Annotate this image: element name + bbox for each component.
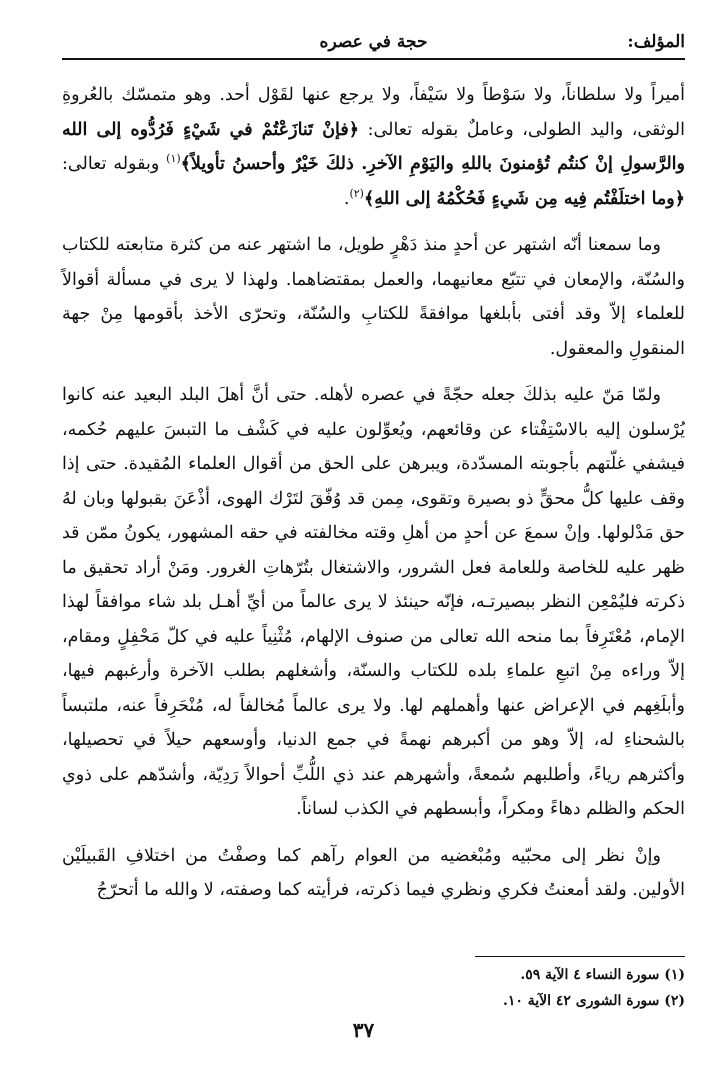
quran-verse-1: ﴿فإنْ تَنازَعْتُمْ في شَيْءٍ فَرُدُّوه إلى الله والرَّسولِ إنْ كنتُم تُؤمنونَ باللهِ واليَوْمِ الآخرِ. ذلكَ خَيْرٌ وأحسنُ تأويلاً﴾ — [62, 119, 685, 174]
paragraph-1-end: . — [343, 188, 350, 209]
paragraph-4: وإنْ نظر إلى محبّيه ومُبْغضيه من العوام رآهم كما وصفْتُ من اختلافِ القَبيلَيْن الأولين. ولقد أمعنتُ فكري ونظري فيما ذكرته، فرأيته كما وصفته، لا والله ما أتحرّجُ — [62, 845, 685, 900]
footnote-1: (١) سورة النساء ٤ الآية ٥٩. — [520, 967, 685, 983]
footnotes — [62, 962, 685, 1014]
footnote-2: (٢) سورة الشورى ٤٢ الآية ١٠. — [502, 993, 685, 1009]
header-author-label: المؤلف: — [627, 32, 685, 52]
paragraph-3: ولمّا مَنّ عليه بذلكَ جعله حجّةً في عصره لأهله. حتى أنَّ أهلَ البلد البعيد عنه كانوا يُرْسلون إليه بالاسْتِفْتاء عن وقائعهم، ويُعوِّلون عليه في كَشْف ما التبسَ عليهم حُكمه، فيشفي غلّتهم بأجوبته المسدّدة، ويبرهن على الحق من أقوال العلماء المُقيدة. حتى إذا وقف عليها كلُّ محقٍّ ذو بصيرة وتقوى، مِمن قد وُفّقَ لتَرْك الهوى، أذْعَنَ بقبولها وبان لهُ حق مَدْلولها. وإنْ سمعَ عن أحدٍ من أهلِ وقته مخالفته في حقه المشهور، يكونُ ممّن قد ظهر عليه للخاصة وللعامة فعل الشرور، والاشتغال بتُرّهاتِ الغرور. ومَنْ أراد تحقيق ما ذكرته فليُمْعِن النظر ببصيرتـه، فإنّه حينئذ لا يرى عالماً من أيِّ أهـل بلد شاء موافقاً لهذا الإمام، مُعْتَرِفاً بما منحه الله تعالى من صنوف الإلهام، مُثْنِياً عليه في كلّ مَحْفِلٍ ومقام، إلاّ وراءه مِنْ اتبعِ علماءِ بلده للكتاب والسنّة، وأشغلهم بطلب الآخرة وأرغبهم فيها، وأبلَغِهم في الإعراض عنها وأهملهم لها. ولا يرى عالماً مُخالفاً له، مُنْحَرِفاً عنه، ملتبساً بالشحناءِ له، إلاّ وهو من أكبرهم نهمةً في جمع الدنيا، وأوسعهم حيلاً في تحصيلها، وأكثرهم رياءً، وأطلبهم سُمعةً، وأشهرهم عند ذي اللُّبِّ أحوالاً رَدِيّة، وأشدّهم على ذوي الحكم والظلم دهاءً ومكراً، وأبسطهم في الكذب لساناً. — [62, 385, 685, 819]
paragraph-2: وما سمعنا أنّه اشتهر عن أحدٍ منذ دَهْرٍ طويل، ما اشتهر عنه من كثرة متابعته للكتاب والسُنّة، والإمعان في تتبّع معانيهما، والعمل بمقتضاهما. ولهذا لا يرى في مسألة أقوالاً للعلماء إلاّ وقد أفتى بأبلغها موافقةً للكتابِ والسُنّة، وتحرّى الأخذ بأقومها مِنْ جهة المنقولِ والمعقول. — [62, 235, 685, 359]
quran-verse-2: ﴿وما اختلَفْتُم فِيه مِن شَيءٍ فَحُكْمُهُ إلى اللهِ﴾ — [363, 188, 685, 209]
paragraph-1 — [62, 78, 685, 216]
footnote-ref-2: (٢) — [349, 186, 364, 200]
header-title: حجة في عصره — [319, 32, 428, 52]
footnote-ref-1: (١) — [166, 152, 181, 166]
footnote-divider — [475, 956, 685, 957]
paragraph-1-text-b: وبقوله تعالى: — [62, 154, 160, 174]
page-number: ٣٧ — [352, 1018, 375, 1042]
body-text — [62, 78, 685, 908]
paragraph-1-text-a: أميراً ولا سلطاناً، ولا سَوْطاً ولا سَيْفاً، ولا يرجع عنها لقَوْل أحد. وهو متمسّك بالعُروةِ الوثقى، واليد الطولى، وعاملٌ بقوله تعالى: — [62, 85, 685, 140]
running-header — [62, 28, 685, 60]
